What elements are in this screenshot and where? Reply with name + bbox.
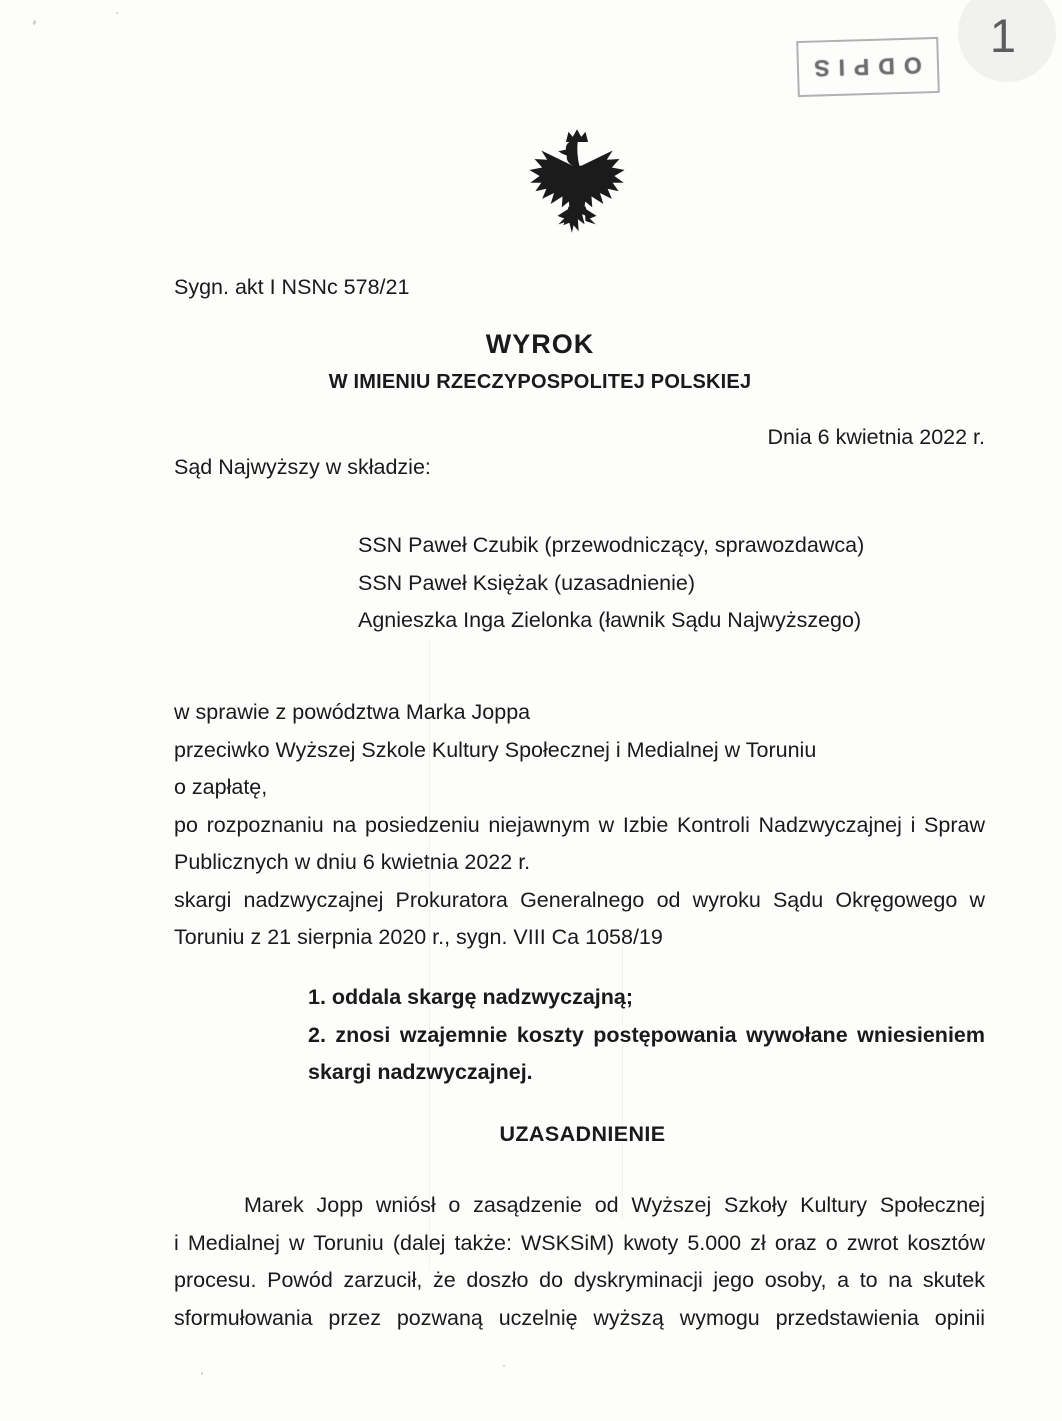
scan-speck — [32, 20, 37, 26]
scan-speck — [116, 12, 118, 14]
ruling-point-2: 2. znosi wzajemnie koszty postępowania wywołane wniesieniem — [308, 1022, 985, 1047]
case-line: skargi nadzwyczajnej Prokuratora Generalnego od wyroku Sądu Okręgowego w — [174, 887, 985, 912]
paragraph-line: i Medialnej w Toruniu (dalej także: WSKSiM) kwoty 5.000 zł oraz o zwrot kosztów — [174, 1230, 985, 1255]
title-block — [40, 329, 1040, 394]
scan-speck — [201, 1372, 203, 1375]
case-line: przeciwko Wyższej Szkole Kultury Społecznej i Medialnej w Toruniu — [174, 737, 817, 762]
case-description — [174, 694, 985, 957]
paragraph-line: sformułowania przez pozwaną uczelnię wyższą wymogu przedstawienia opinii — [174, 1305, 985, 1330]
polish-eagle-emblem-icon — [526, 121, 628, 253]
ruling-point-1: 1. oddala skargę nadzwyczajną; — [308, 985, 634, 1009]
judge-line: SSN Paweł Księżak (uzasadnienie) — [358, 570, 695, 595]
judges-list — [358, 527, 918, 640]
case-line: Publicznych w dniu 6 kwietnia 2022 r. — [174, 850, 531, 874]
case-line: o zapłatę, — [174, 775, 268, 799]
paragraph-line: procesu. Powód zarzucił, że doszło do dyskryminacji jego osoby, a to na skutek — [174, 1268, 985, 1292]
judgment-date: Dnia 6 kwietnia 2022 r. — [767, 425, 985, 449]
page-number-badge — [958, 0, 1056, 82]
paragraph-line: Marek Jopp wniósł o zasądzenie od Wyższej Szkoły Kultury Społecznej — [244, 1193, 985, 1217]
case-number: Sygn. akt I NSNc 578/21 — [174, 275, 410, 299]
case-line: po rozpoznaniu na posiedzeniu niejawnym w Izbie Kontroli Nadzwyczajnej i Spraw — [174, 812, 985, 837]
scan-crease-line — [429, 640, 430, 1270]
judgment-subtitle: W IMIENIU RZECZYPOSPOLITEJ POLSKIEJ — [328, 371, 752, 393]
reasoning-paragraph — [174, 1187, 985, 1337]
case-line: Toruniu z 21 sierpnia 2020 r., sygn. VIII Ca 1058/19 — [174, 925, 663, 949]
court-composition-intro: Sąd Najwyższy w składzie: — [174, 455, 431, 479]
page-number: 1 — [989, 8, 1017, 62]
case-line: w sprawie z powództwa Marka Joppa — [174, 700, 531, 724]
judge-line: Agnieszka Inga Zielonka (ławnik Sądu Najwyższego) — [358, 608, 862, 632]
judgment-title: WYROK — [485, 329, 595, 359]
scan-speck — [503, 1365, 505, 1367]
reasoning-heading: UZASADNIENIE — [499, 1122, 666, 1146]
ruling-block — [308, 979, 985, 1092]
odpis-stamp-text: ODPIS — [804, 52, 923, 83]
judge-line: SSN Paweł Czubik (przewodniczący, sprawozdawca) — [358, 533, 865, 557]
ruling-point-2-continued: skargi nadzwyczajnej. — [308, 1060, 533, 1084]
odpis-stamp — [796, 37, 940, 97]
scan-crease-line — [622, 930, 623, 1220]
